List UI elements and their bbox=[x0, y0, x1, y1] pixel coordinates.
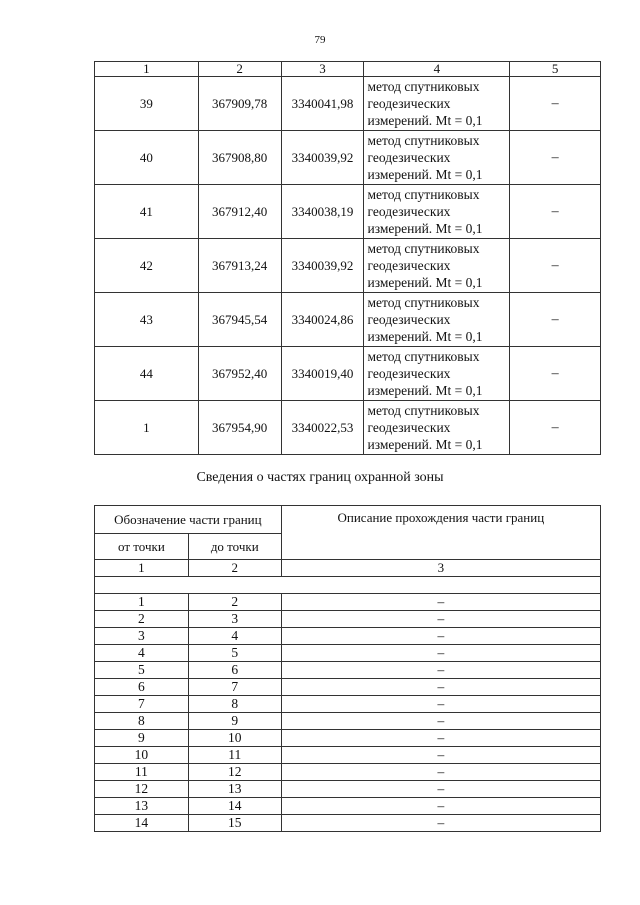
to-point: 3 bbox=[188, 611, 281, 628]
note-cell: – bbox=[510, 401, 601, 455]
note-cell: – bbox=[510, 293, 601, 347]
method-description bbox=[364, 401, 510, 455]
to-point: 10 bbox=[188, 730, 281, 747]
coordinate-x: 367909,78 bbox=[198, 77, 281, 131]
method-line: метод спутниковых bbox=[367, 187, 480, 202]
point-number: 39 bbox=[95, 77, 199, 131]
from-point: 14 bbox=[95, 815, 189, 832]
table-row bbox=[95, 662, 601, 679]
method-line: геодезических bbox=[367, 366, 451, 381]
column-number-4: 4 bbox=[364, 62, 510, 77]
part-description: – bbox=[281, 713, 600, 730]
note-cell: – bbox=[510, 239, 601, 293]
designation-header: Обозначение части границ bbox=[95, 506, 282, 534]
method-line: измерений. Mt = 0,1 bbox=[367, 113, 483, 128]
column-number-3: 3 bbox=[281, 62, 364, 77]
from-point: 11 bbox=[95, 764, 189, 781]
coordinates-header-row bbox=[95, 62, 601, 77]
coordinate-x: 367908,80 bbox=[198, 131, 281, 185]
point-number: 40 bbox=[95, 131, 199, 185]
coordinate-x: 367913,24 bbox=[198, 239, 281, 293]
table-row bbox=[95, 798, 601, 815]
table-row bbox=[95, 131, 601, 185]
table-row bbox=[95, 239, 601, 293]
method-line: геодезических bbox=[367, 204, 451, 219]
coordinate-y: 3340039,92 bbox=[281, 239, 364, 293]
method-line: измерений. Mt = 0,1 bbox=[367, 221, 483, 236]
method-description bbox=[364, 131, 510, 185]
method-line: метод спутниковых bbox=[367, 133, 480, 148]
page-number: 79 bbox=[314, 34, 326, 46]
coordinate-x: 367945,54 bbox=[198, 293, 281, 347]
coordinate-y: 3340019,40 bbox=[281, 347, 364, 401]
part-description: – bbox=[281, 662, 600, 679]
coordinate-x: 367912,40 bbox=[198, 185, 281, 239]
table-row bbox=[95, 594, 601, 611]
note-cell: – bbox=[510, 185, 601, 239]
from-point-header: от точки bbox=[95, 534, 189, 560]
part-description: – bbox=[281, 696, 600, 713]
from-point: 9 bbox=[95, 730, 189, 747]
part-description: – bbox=[281, 798, 600, 815]
table-row bbox=[95, 713, 601, 730]
table-row bbox=[95, 679, 601, 696]
note-cell: – bbox=[510, 131, 601, 185]
column-number-1: 1 bbox=[95, 560, 189, 577]
to-point: 11 bbox=[188, 747, 281, 764]
to-point: 13 bbox=[188, 781, 281, 798]
column-number-5: 5 bbox=[510, 62, 601, 77]
method-line: метод спутниковых bbox=[367, 295, 480, 310]
from-point: 7 bbox=[95, 696, 189, 713]
boundary-parts-table bbox=[94, 505, 601, 832]
method-description bbox=[364, 239, 510, 293]
from-point: 2 bbox=[95, 611, 189, 628]
parts-numbering-row bbox=[95, 560, 601, 577]
point-number: 44 bbox=[95, 347, 199, 401]
from-point: 6 bbox=[95, 679, 189, 696]
part-description: – bbox=[281, 628, 600, 645]
from-point: 4 bbox=[95, 645, 189, 662]
method-line: измерений. Mt = 0,1 bbox=[367, 437, 483, 452]
section-title: Сведения о частях границ охранной зоны bbox=[196, 470, 444, 485]
method-line: метод спутниковых bbox=[367, 79, 480, 94]
table-row bbox=[95, 747, 601, 764]
to-point: 12 bbox=[188, 764, 281, 781]
method-line: геодезических bbox=[367, 96, 451, 111]
to-point: 4 bbox=[188, 628, 281, 645]
table-row bbox=[95, 628, 601, 645]
to-point-header: до точки bbox=[188, 534, 281, 560]
table-row bbox=[95, 401, 601, 455]
method-description bbox=[364, 347, 510, 401]
method-line: геодезических bbox=[367, 312, 451, 327]
method-line: геодезических bbox=[367, 258, 451, 273]
part-description: – bbox=[281, 679, 600, 696]
part-description: – bbox=[281, 611, 600, 628]
column-number-2: 2 bbox=[188, 560, 281, 577]
coordinate-y: 3340041,98 bbox=[281, 77, 364, 131]
blank-row bbox=[95, 577, 601, 594]
table-row bbox=[95, 764, 601, 781]
table-row bbox=[95, 185, 601, 239]
method-line: измерений. Mt = 0,1 bbox=[367, 329, 483, 344]
table-row bbox=[95, 730, 601, 747]
method-line: измерений. Mt = 0,1 bbox=[367, 275, 483, 290]
from-point: 5 bbox=[95, 662, 189, 679]
coordinate-y: 3340022,53 bbox=[281, 401, 364, 455]
table-row bbox=[95, 611, 601, 628]
from-point: 8 bbox=[95, 713, 189, 730]
table-row bbox=[95, 293, 601, 347]
coordinate-y: 3340024,86 bbox=[281, 293, 364, 347]
table-row bbox=[95, 781, 601, 798]
coordinate-x: 367952,40 bbox=[198, 347, 281, 401]
from-point: 10 bbox=[95, 747, 189, 764]
column-number-1: 1 bbox=[95, 62, 199, 77]
note-cell: – bbox=[510, 347, 601, 401]
from-point: 3 bbox=[95, 628, 189, 645]
to-point: 8 bbox=[188, 696, 281, 713]
method-description bbox=[364, 185, 510, 239]
table-row bbox=[95, 77, 601, 131]
part-description: – bbox=[281, 747, 600, 764]
coordinate-x: 367954,90 bbox=[198, 401, 281, 455]
to-point: 9 bbox=[188, 713, 281, 730]
part-description: – bbox=[281, 645, 600, 662]
to-point: 7 bbox=[188, 679, 281, 696]
part-description: – bbox=[281, 730, 600, 747]
blank-cell bbox=[95, 577, 601, 594]
to-point: 15 bbox=[188, 815, 281, 832]
point-number: 43 bbox=[95, 293, 199, 347]
to-point: 2 bbox=[188, 594, 281, 611]
parts-header-row bbox=[95, 506, 601, 534]
point-number: 1 bbox=[95, 401, 199, 455]
table-row bbox=[95, 815, 601, 832]
part-description: – bbox=[281, 815, 600, 832]
method-line: метод спутниковых bbox=[367, 241, 480, 256]
table-row bbox=[95, 347, 601, 401]
method-line: метод спутниковых bbox=[367, 349, 480, 364]
to-point: 14 bbox=[188, 798, 281, 815]
coordinate-y: 3340038,19 bbox=[281, 185, 364, 239]
column-number-3: 3 bbox=[281, 560, 600, 577]
method-line: геодезических bbox=[367, 150, 451, 165]
table-row bbox=[95, 645, 601, 662]
note-cell: – bbox=[510, 77, 601, 131]
from-point: 1 bbox=[95, 594, 189, 611]
method-line: измерений. Mt = 0,1 bbox=[367, 167, 483, 182]
from-point: 13 bbox=[95, 798, 189, 815]
point-number: 41 bbox=[95, 185, 199, 239]
coordinate-y: 3340039,92 bbox=[281, 131, 364, 185]
to-point: 5 bbox=[188, 645, 281, 662]
from-point: 12 bbox=[95, 781, 189, 798]
part-description: – bbox=[281, 764, 600, 781]
description-header: Описание прохождения части границ bbox=[281, 506, 600, 560]
part-description: – bbox=[281, 781, 600, 798]
table-row bbox=[95, 696, 601, 713]
part-description: – bbox=[281, 594, 600, 611]
method-line: метод спутниковых bbox=[367, 403, 480, 418]
column-number-2: 2 bbox=[198, 62, 281, 77]
method-line: геодезических bbox=[367, 420, 451, 435]
method-description bbox=[364, 77, 510, 131]
to-point: 6 bbox=[188, 662, 281, 679]
method-description bbox=[364, 293, 510, 347]
coordinates-table bbox=[94, 61, 601, 455]
method-line: измерений. Mt = 0,1 bbox=[367, 383, 483, 398]
point-number: 42 bbox=[95, 239, 199, 293]
